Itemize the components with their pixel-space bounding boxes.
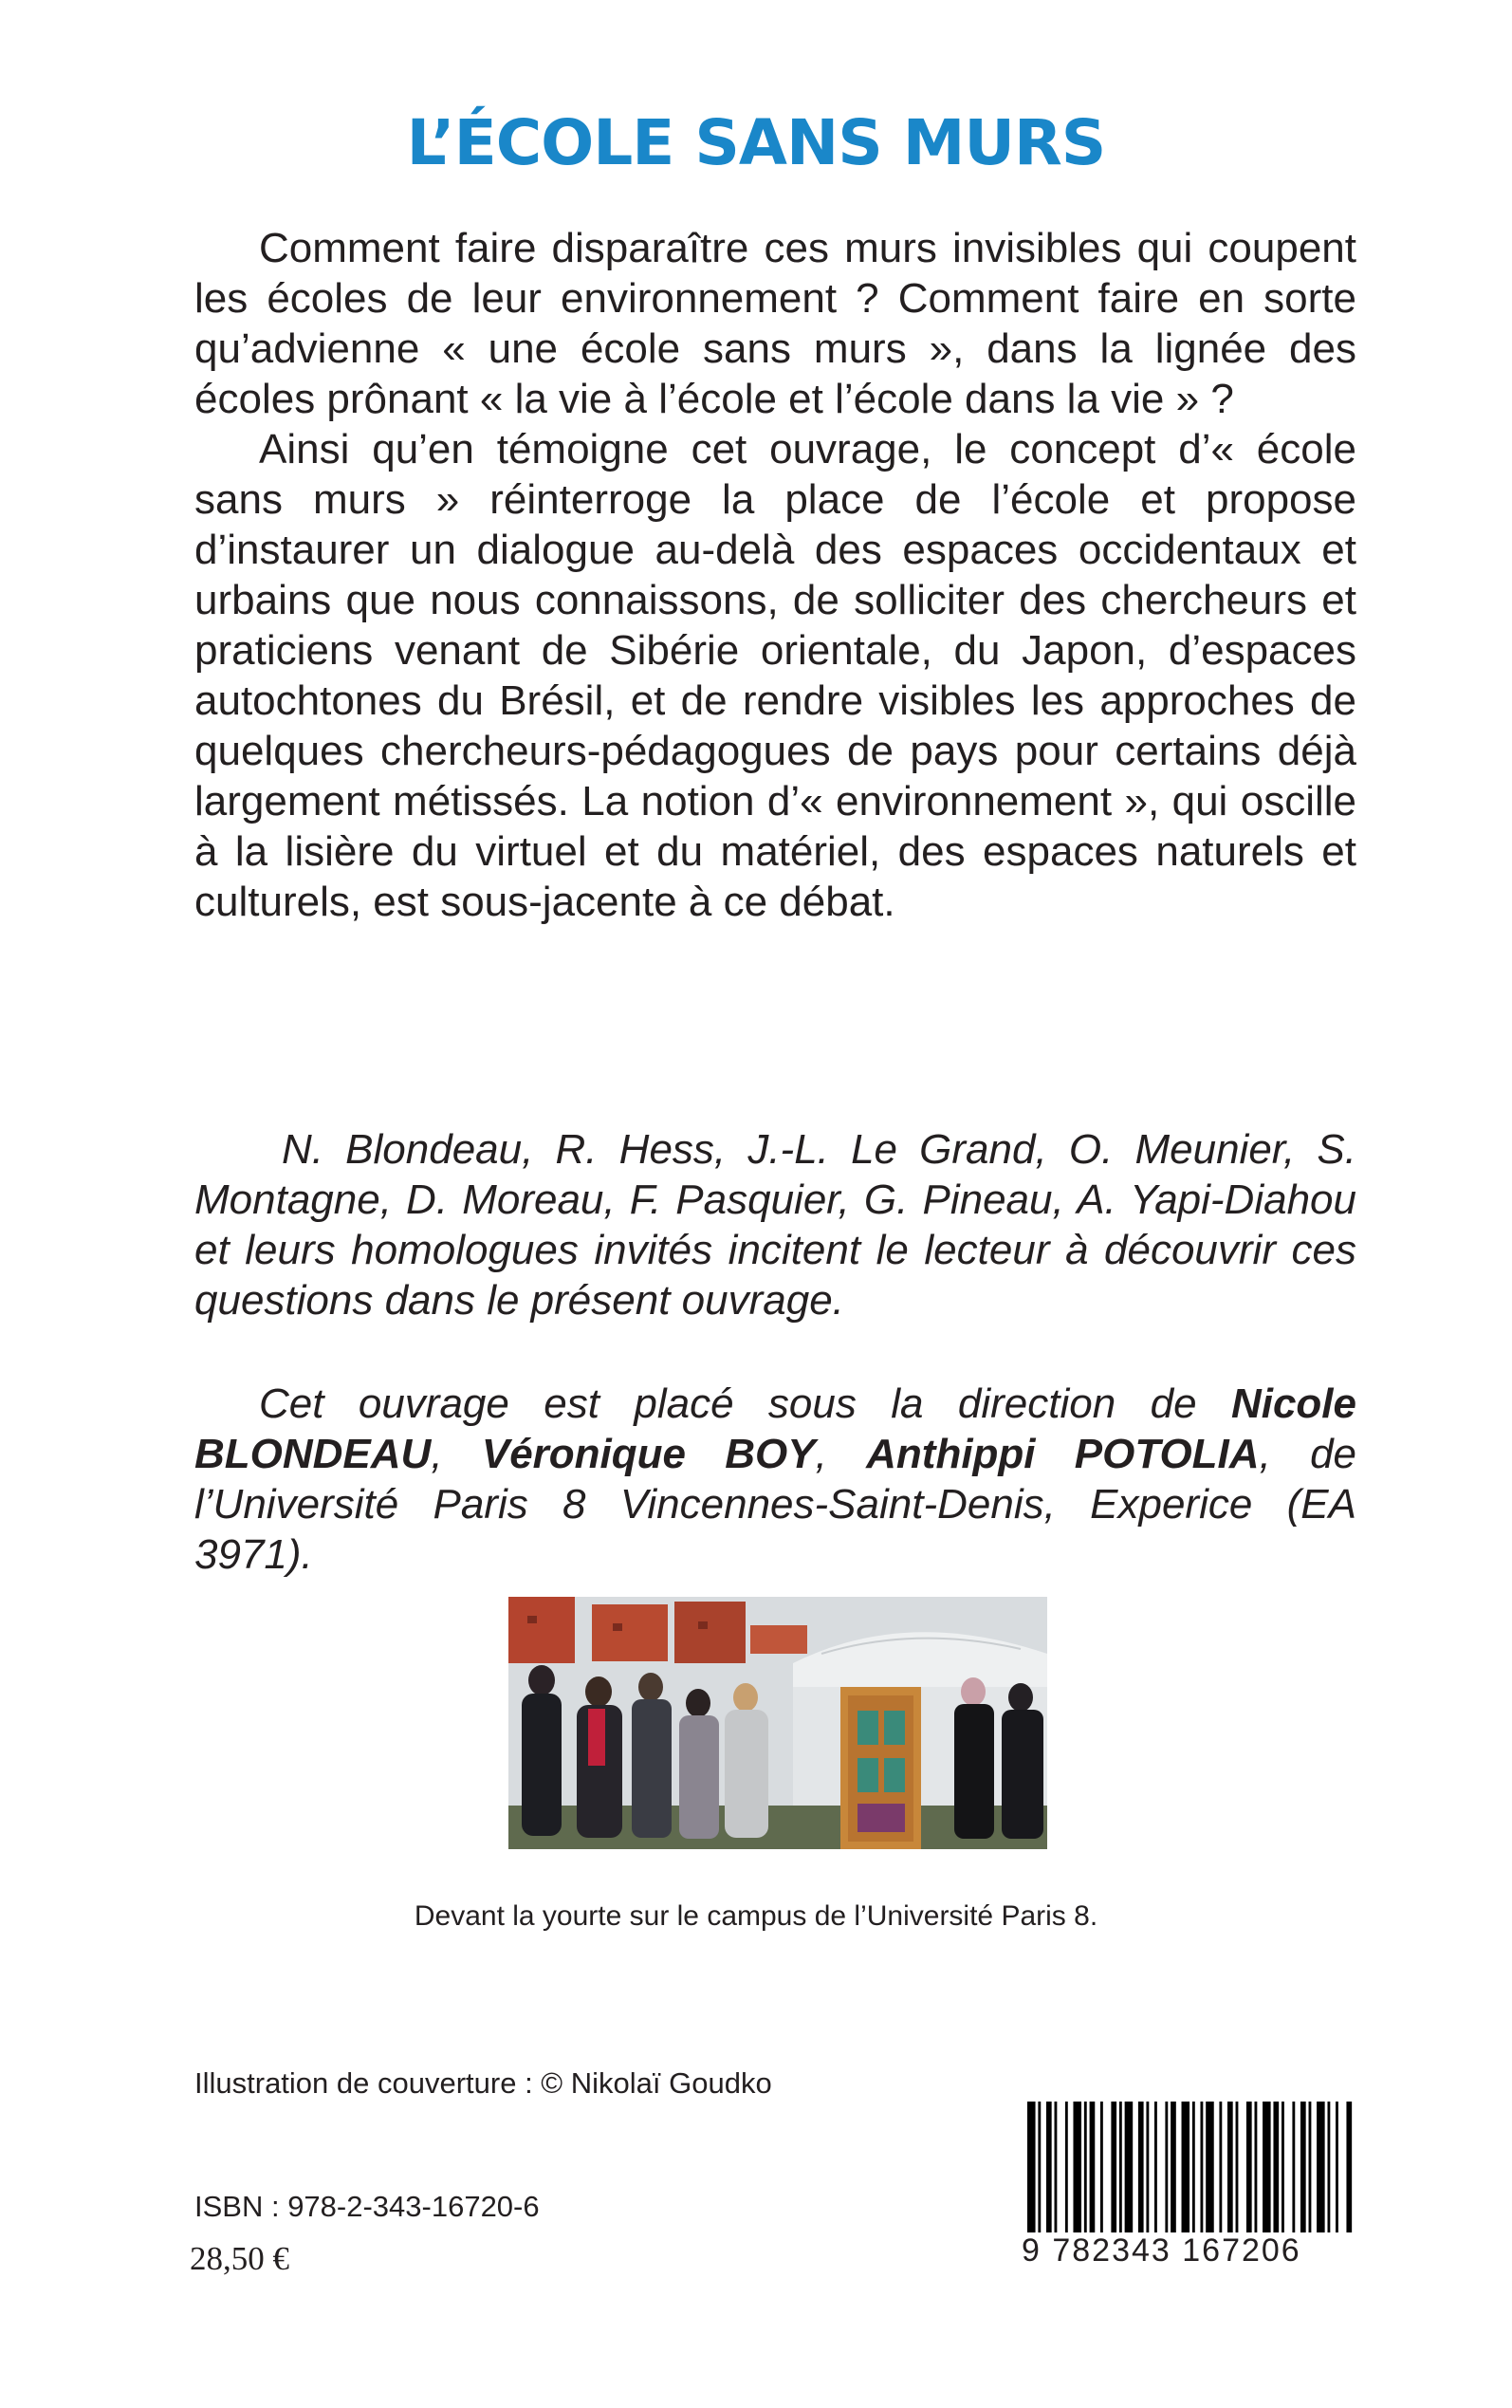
summary-paragraph-2: Ainsi qu’en témoigne cet ouvrage, le concept d’« école sans murs » réinterroge la place de l’école et propose d’instaurer un dialogue au-delà des espaces occidentaux et urbains que nous connaissons, de solliciter des chercheurs et praticiens venant de Sibérie orientale, du Japon, d’espaces autochtones du Brésil, et de rendre visibles les approches de quelques chercheurs-pédagogues de pays pour certains déjà largement métissés. La notion d’« environnement », qui oscille à la lisière du virtuel et du matériel, des espaces naturels et culturels, est sous-jacente à ce débat. [194,426,1356,925]
isbn-text: ISBN : 978-2-343-16720-6 [194,2190,540,2223]
direction-paragraph [194,1379,1356,1580]
authors-paragraph: N. Blondeau, R. Hess, J.-L. Le Grand, O. Meunier, S. Montagne, D. Moreau, F. Pasquier, G. Pineau, A. Yapi-Diahou et leurs homologues invités incitent le lecteur à découvrir ces questions dans le présent ouvrage. [194,1126,1356,1324]
direction-separator: , [431,1431,482,1477]
group-photo [508,1597,1047,1849]
direction-separator: , [815,1431,867,1477]
summary-paragraph-1: Comment faire disparaître ces murs invisibles qui coupent les écoles de leur environnement ? Comment faire en sorte qu’advienne « une école sans murs », dans la lignée des écoles prônant « la vie à l’école et l’école dans la vie » ? [194,225,1356,422]
editor-name: Véronique BOY [481,1431,816,1477]
summary-text [194,223,1356,927]
cover-credit: Illustration de couverture : © Nikolaï Goudko [194,2066,772,2100]
direction-outro: , de l’Université Paris 8 Vincennes-Saint-Denis, Experice (EA 3971). [194,1431,1357,1578]
barcode-digits: 9 782343 167206 [1018,2232,1363,2269]
editor-name: Anthippi POTOLIA [866,1431,1260,1477]
photo-caption: Devant la yourte sur le campus de l’Université Paris 8. [414,1900,1098,1932]
book-title: L’ÉCOLE SANS MURS [406,106,1106,179]
direction-intro: Cet ouvrage est placé sous la direction de [259,1380,1231,1427]
price-text: 28,50 € [190,2240,289,2277]
editor-name: Nicole BLONDEAU [194,1380,1356,1477]
